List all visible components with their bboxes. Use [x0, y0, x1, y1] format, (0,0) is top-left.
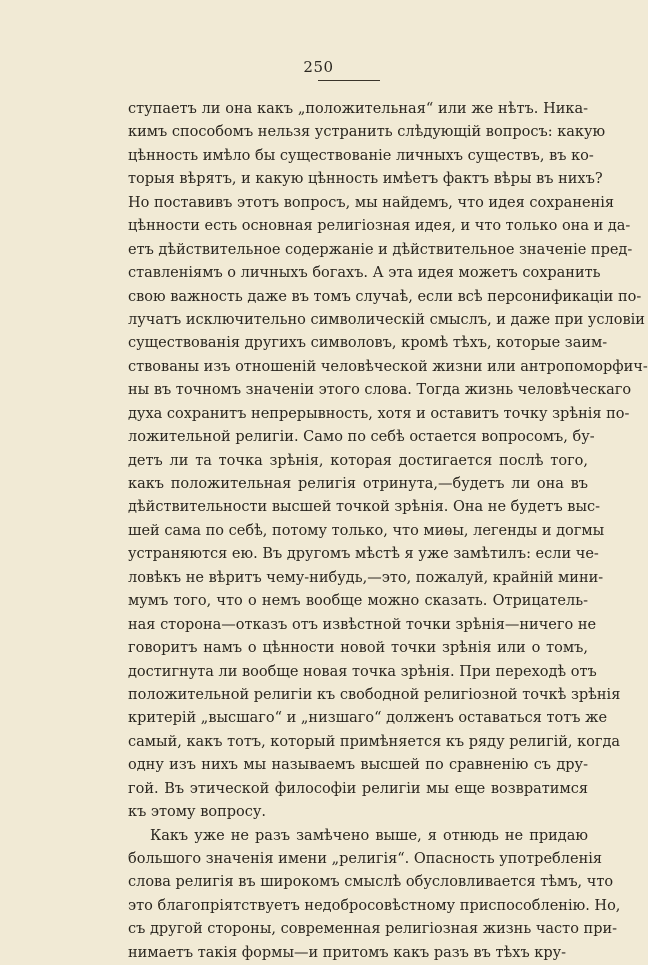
text-line: детъ ли та точка зрѣнія, которая достигается послѣ того,: [128, 452, 588, 469]
text-line: цѣнность имѣло бы существованіе личныхъ существъ, въ ко-: [128, 147, 594, 164]
paragraph: [128, 825, 621, 965]
text-line: лучатъ исключительно символическій смыслъ, и даже при условіи: [128, 311, 645, 328]
text-line: нимаетъ такія формы—и притомъ какъ разъ въ тѣхъ кру-: [128, 944, 567, 961]
page-number-rule: [318, 80, 380, 81]
text-line: самый, какъ тотъ, который примѣняется къ ряду религій, когда: [128, 733, 621, 750]
text-line: это благопріятствуетъ недобросовѣстному приспособленію. Но,: [128, 897, 621, 914]
text-line: дѣйствительности высшей точкой зрѣнія. Она не будетъ выс-: [128, 499, 601, 516]
text-line: гой. Въ этической философіи религіи мы еще возвратимся: [128, 780, 588, 797]
text-line: шей сама по себѣ, потому только, что миѳы, легенды и догмы: [128, 522, 605, 539]
body-text: [128, 98, 648, 965]
text-line: Но поставивъ этотъ вопросъ, мы найдемъ, что идея сохраненія: [128, 194, 615, 211]
text-line: говоритъ намъ о цѣнности новой точки зрѣнія или о томъ,: [128, 640, 588, 657]
text-line: ствованы изъ отношеній человѣческой жизни или антропоморфич-: [128, 358, 648, 375]
paragraph: [128, 98, 648, 825]
text-line: достигнута ли вообще новая точка зрѣнія. При переходѣ отъ: [128, 663, 597, 680]
text-line: положительной религіи къ свободной религіозной точкѣ зрѣнія: [128, 686, 621, 703]
text-line: етъ дѣйствительное содержаніе и дѣйствительное значеніе пред-: [128, 241, 633, 258]
text-line: ступаетъ ли она какъ „положительная“ или же нѣтъ. Ника-: [128, 101, 588, 117]
text-line: ставленіямъ о личныхъ богахъ. А эта идея можетъ сохранить: [128, 265, 601, 282]
page-number: 250: [303, 58, 334, 76]
text-line: слова религія въ широкомъ смыслѣ обусловливается тѣмъ, что: [128, 874, 614, 891]
text-line: къ этому вопросу.: [128, 804, 267, 821]
text-line: существованія другихъ символовъ, кромѣ тѣхъ, которые заим-: [128, 335, 608, 352]
text-line: съ другой стороны, современная религіозная жизнь часто при-: [128, 921, 618, 938]
text-line: духа сохранитъ непрерывность, хотя и оставитъ точку зрѣнія по-: [128, 405, 630, 422]
text-line: торыя вѣрятъ, и какую цѣнность имѣетъ фактъ вѣры въ нихъ?: [128, 171, 603, 188]
text-line: кимъ способомъ нельзя устранить слѣдующій вопросъ: какую: [128, 124, 606, 141]
text-line: критерій „высшаго“ и „низшаго“ долженъ оставаться тотъ же: [128, 710, 608, 727]
text-line: какъ положительная религія отринута,—будетъ ли она въ: [128, 476, 588, 492]
text-line: ложительной религіи. Само по себѣ остается вопросомъ, бу-: [128, 429, 595, 446]
text-line: ны въ точномъ значеніи этого слова. Тогда жизнь человѣческаго: [128, 382, 632, 399]
text-line: ная сторона—отказъ отъ извѣстной точки зрѣнія—ничего не: [128, 616, 597, 633]
text-line: цѣнности есть основная религіозная идея, и что только она и да-: [128, 218, 631, 235]
text-line: устраняются ею. Въ другомъ мѣстѣ я уже замѣтилъ: если че-: [128, 546, 599, 563]
text-line: Какъ уже не разъ замѣчено выше, я отнюдь не придаю: [150, 827, 588, 844]
text-line: одну изъ нихъ мы называемъ высшей по сравненію съ дру-: [128, 757, 588, 774]
text-line: большого значенія имени „религія“. Опасность употребленія: [128, 851, 603, 867]
text-line: ловѣкъ не вѣритъ чему-нибудь,—это, пожалуй, крайній мини-: [128, 569, 604, 586]
text-line: мумъ того, что о немъ вообще можно сказать. Отрицатель-: [128, 593, 588, 610]
text-line: свою важность даже въ томъ случаѣ, если всѣ персонификаціи по-: [128, 288, 642, 305]
